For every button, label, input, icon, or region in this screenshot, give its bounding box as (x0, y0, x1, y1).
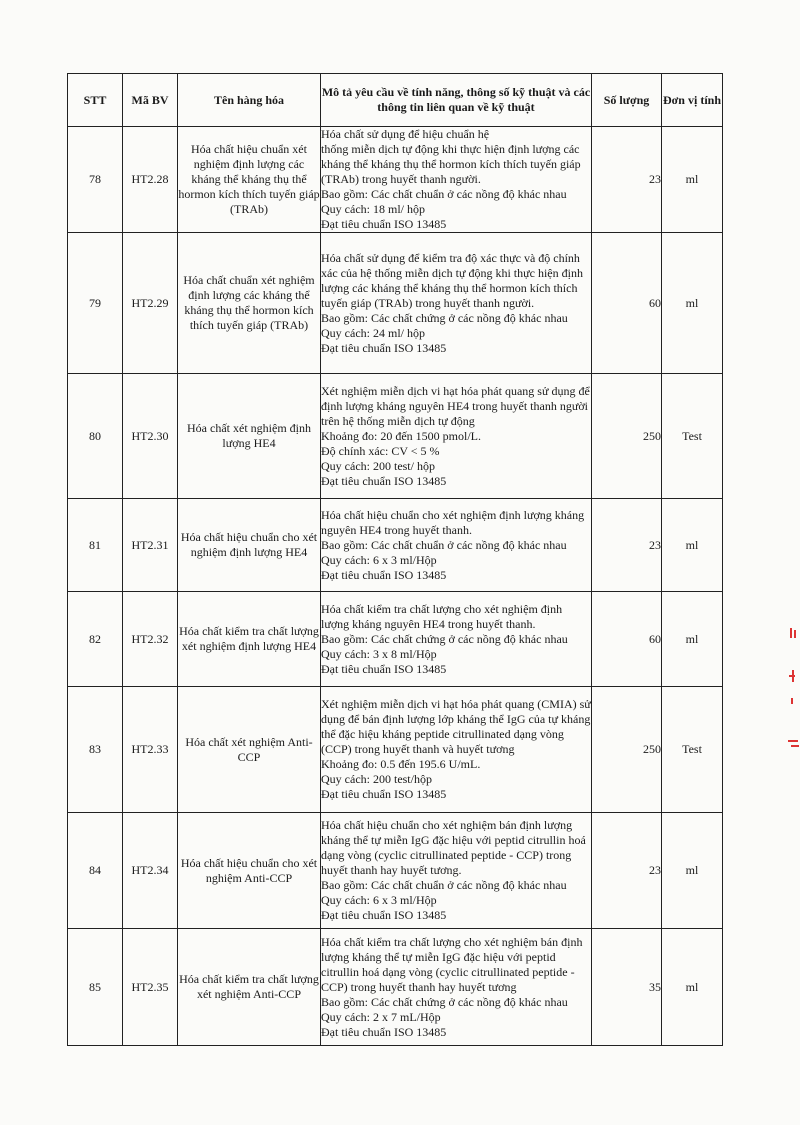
row-ten-hang-hoa: Hóa chất hiệu chuẩn xét nghiệm định lượng các kháng thể kháng thụ thể hormon kích thích tuyến giáp (TRAb) (178, 127, 321, 233)
header-so-luong: Số lượng (592, 74, 662, 127)
header-mo-ta: Mô tả yêu cầu về tính năng, thông số kỹ thuật và các thông tin liên quan về kỹ thuật (321, 74, 592, 127)
table-row (68, 374, 723, 499)
row-so-luong: 23 (592, 127, 662, 233)
description-line: Hóa chất sử dụng để kiểm tra độ xác thực và độ chính xác của hệ thống miễn dịch tự động khi thực hiện định lượng các kháng thể kháng thụ thể hormon kích thích tuyến giáp (TRAb) trong huyết thanh người. (321, 250, 583, 310)
description-line: Quy cách: 24 ml/ hộp (321, 325, 425, 340)
row-don-vi: ml (662, 929, 723, 1046)
table-row (68, 813, 723, 929)
row-mo-ta (321, 233, 592, 374)
row-ten-hang-hoa: Hóa chất chuẩn xét nghiệm định lượng các kháng thể kháng thụ thể hormon kích thích tuyến giáp (TRAb) (178, 233, 321, 374)
row-so-luong: 250 (592, 687, 662, 813)
row-stt: 84 (68, 813, 123, 929)
row-don-vi: ml (662, 813, 723, 929)
row-stt: 85 (68, 929, 123, 1046)
description-line: Đạt tiêu chuẩn ISO 13485 (321, 1024, 447, 1039)
row-so-luong: 250 (592, 374, 662, 499)
row-don-vi: ml (662, 592, 723, 687)
description-line: Đạt tiêu chuẩn ISO 13485 (321, 473, 447, 488)
row-so-luong: 60 (592, 592, 662, 687)
description-line: Xét nghiệm miễn dịch vi hạt hóa phát quang (CMIA) sử dụng để bán định lượng lớp kháng thể IgG của tự kháng thể đặc hiệu kháng peptide citrullinated dạng vòng (321, 697, 591, 741)
description-line: Khoảng đo: 20 đến 1500 pmol/L. (321, 428, 481, 443)
table-row (68, 499, 723, 592)
description-line: Quy cách: 200 test/ hộp (321, 458, 435, 473)
description-line: Hóa chất hiệu chuẩn cho xét nghiệm bán định lượng kháng thể tự miễn IgG đặc hiệu với peptid citrullin hoá dạng vòng (cyclic citrullinated peptide - CCP) trong huyết thanh hay huyết tương. (321, 818, 586, 877)
description-line: Quy cách: 3 x 8 ml/Hộp (321, 646, 437, 661)
table-row (68, 929, 723, 1046)
row-don-vi: ml (662, 127, 723, 233)
row-mo-ta (321, 499, 592, 592)
description-line: Quy cách: 6 x 3 ml/Hộp (321, 552, 437, 567)
table-header-row (68, 74, 723, 127)
description-line: thống miễn dịch tự động khi thực hiện định lượng các kháng thể kháng thụ thể hormon kích thích tuyến giáp (TRAb) trong huyết thanh người. (321, 142, 581, 186)
row-ma-bv: HT2.33 (123, 687, 178, 813)
description-line: Đạt tiêu chuẩn ISO 13485 (321, 217, 447, 231)
row-ten-hang-hoa: Hóa chất kiểm tra chất lượng xét nghiệm Anti-CCP (178, 929, 321, 1046)
description-line: Hóa chất kiểm tra chất lượng cho xét nghiệm định lượng kháng nguyên HE4 trong huyết thanh. (321, 601, 563, 631)
description-line: Bao gồm: Các chất chứng ở các nồng độ khác nhau (321, 994, 568, 1009)
header-don-vi: Đơn vị tính (662, 74, 723, 127)
row-stt: 81 (68, 499, 123, 592)
description-line: (CCP) trong huyết thanh và huyết tương (321, 742, 515, 756)
specification-table (67, 73, 723, 1046)
margin-stamp-marks (786, 620, 800, 770)
row-ten-hang-hoa: Hóa chất xét nghiệm định lượng HE4 (178, 374, 321, 499)
row-mo-ta (321, 813, 592, 929)
description-line: Hóa chất kiểm tra chất lượng cho xét nghiệm bán định lượng kháng thể tự miễn IgG đặc hiệu với peptid citrullin hoá dạng vòng (cyclic citrullinated peptide - CCP) trong huyết thanh hay huyết tương (321, 934, 583, 994)
row-ten-hang-hoa: Hóa chất kiểm tra chất lượng xét nghiệm định lượng HE4 (178, 592, 321, 687)
row-so-luong: 60 (592, 233, 662, 374)
description-line: Quy cách: 6 x 3 ml/Hộp (321, 893, 437, 907)
row-ten-hang-hoa: Hóa chất hiệu chuẩn cho xét nghiệm định lượng HE4 (178, 499, 321, 592)
row-mo-ta (321, 687, 592, 813)
row-mo-ta (321, 929, 592, 1046)
row-ma-bv: HT2.32 (123, 592, 178, 687)
table-row (68, 687, 723, 813)
row-stt: 83 (68, 687, 123, 813)
description-line: Bao gồm: Các chất chứng ở các nồng độ khác nhau (321, 310, 568, 325)
header-ten-hang-hoa: Tên hàng hóa (178, 74, 321, 127)
row-so-luong: 35 (592, 929, 662, 1046)
description-line: Bao gồm: Các chất chuẩn ở các nồng độ khác nhau (321, 187, 567, 201)
description-line: Xét nghiệm miễn dịch vi hạt hóa phát quang sử dụng để định lượng kháng nguyên HE4 trong huyết thanh người trên hệ thống miễn dịch tự động (321, 383, 590, 428)
description-line: Độ chính xác: CV < 5 % (321, 443, 440, 458)
header-stt: STT (68, 74, 123, 127)
description-line: Quy cách: 18 ml/ hộp (321, 202, 425, 216)
description-line: Đạt tiêu chuẩn ISO 13485 (321, 340, 447, 355)
row-mo-ta (321, 592, 592, 687)
row-don-vi: ml (662, 499, 723, 592)
table-row (68, 592, 723, 687)
row-ten-hang-hoa: Hóa chất xét nghiệm Anti-CCP (178, 687, 321, 813)
description-line: Bao gồm: Các chất chuẩn ở các nồng độ khác nhau (321, 878, 567, 892)
row-ma-bv: HT2.29 (123, 233, 178, 374)
header-ma-bv: Mã BV (123, 74, 178, 127)
description-line: Đạt tiêu chuẩn ISO 13485 (321, 787, 447, 801)
row-don-vi: ml (662, 233, 723, 374)
row-mo-ta (321, 374, 592, 499)
row-mo-ta (321, 127, 592, 233)
row-stt: 82 (68, 592, 123, 687)
description-line: Bao gồm: Các chất chứng ở các nồng độ khác nhau (321, 631, 568, 646)
row-ten-hang-hoa: Hóa chất hiệu chuẩn cho xét nghiệm Anti-CCP (178, 813, 321, 929)
row-ma-bv: HT2.34 (123, 813, 178, 929)
row-ma-bv: HT2.35 (123, 929, 178, 1046)
row-stt: 80 (68, 374, 123, 499)
row-ma-bv: HT2.28 (123, 127, 178, 233)
row-so-luong: 23 (592, 813, 662, 929)
table-row (68, 233, 723, 374)
row-so-luong: 23 (592, 499, 662, 592)
description-line: Hóa chất hiệu chuẩn cho xét nghiệm định lượng kháng nguyên HE4 trong huyết thanh. (321, 507, 585, 537)
description-line: Đạt tiêu chuẩn ISO 13485 (321, 908, 447, 922)
description-line: Quy cách: 2 x 7 mL/Hộp (321, 1009, 441, 1024)
description-line: Quy cách: 200 test/hộp (321, 772, 432, 786)
description-line: Đạt tiêu chuẩn ISO 13485 (321, 661, 447, 676)
description-line: Hóa chất sử dụng để hiệu chuẩn hệ (321, 127, 490, 141)
row-stt: 78 (68, 127, 123, 233)
description-line: Bao gồm: Các chất chuẩn ở các nồng độ khác nhau (321, 537, 567, 552)
row-ma-bv: HT2.31 (123, 499, 178, 592)
row-stt: 79 (68, 233, 123, 374)
row-don-vi: Test (662, 687, 723, 813)
description-line: Đạt tiêu chuẩn ISO 13485 (321, 567, 447, 582)
row-ma-bv: HT2.30 (123, 374, 178, 499)
row-don-vi: Test (662, 374, 723, 499)
table-row (68, 127, 723, 233)
description-line: Khoảng đo: 0.5 đến 195.6 U/mL. (321, 757, 481, 771)
